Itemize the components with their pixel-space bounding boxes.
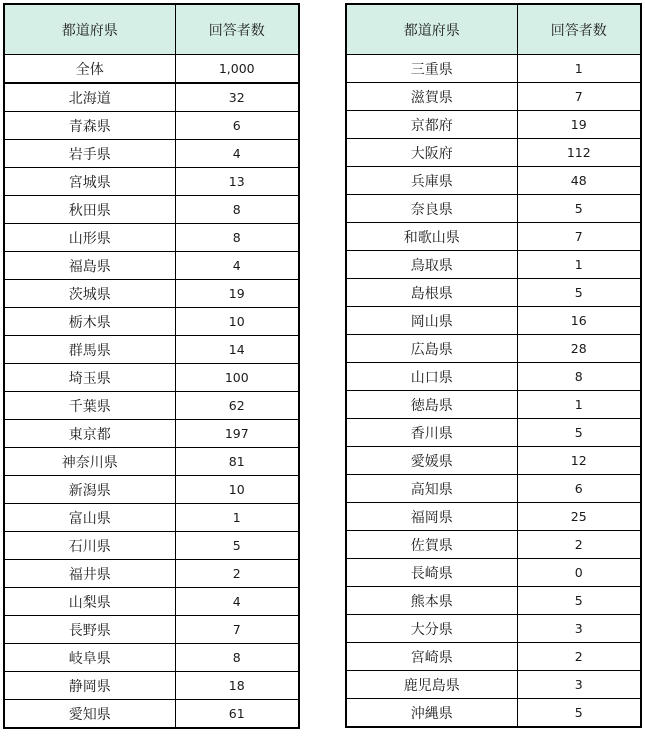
prefecture-cell: 長崎県: [346, 559, 517, 587]
prefecture-cell: 広島県: [346, 335, 517, 363]
prefecture-cell: 福岡県: [346, 503, 517, 531]
table-row: [346, 671, 641, 699]
respondents-cell: 5: [517, 587, 641, 615]
respondents-cell: 1: [517, 391, 641, 419]
respondents-cell: 1,000: [175, 55, 299, 84]
table-row-total: [4, 55, 299, 84]
table-row: [346, 139, 641, 167]
respondents-table-right: [345, 3, 642, 728]
table-row: [346, 251, 641, 279]
table-row: [346, 83, 641, 111]
prefecture-cell: 兵庫県: [346, 167, 517, 195]
respondents-cell: 1: [517, 55, 641, 83]
prefecture-cell: 北海道: [4, 83, 175, 112]
prefecture-cell: 茨城県: [4, 280, 175, 308]
prefecture-cell: 新潟県: [4, 476, 175, 504]
prefecture-cell: 長野県: [4, 616, 175, 644]
table-row: [346, 447, 641, 475]
prefecture-cell: 愛媛県: [346, 447, 517, 475]
table-row: [4, 448, 299, 476]
respondents-cell: 2: [517, 643, 641, 671]
table-row: [346, 307, 641, 335]
respondents-cell: 10: [175, 308, 299, 336]
respondents-cell: 19: [175, 280, 299, 308]
respondents-cell: 8: [517, 363, 641, 391]
table-row: [4, 392, 299, 420]
table-row: [4, 252, 299, 280]
prefecture-cell: 神奈川県: [4, 448, 175, 476]
table-row: [4, 672, 299, 700]
prefecture-cell: 山梨県: [4, 588, 175, 616]
table-row: [4, 504, 299, 532]
table-row: [4, 420, 299, 448]
respondents-cell: 25: [517, 503, 641, 531]
prefecture-cell: 福井県: [4, 560, 175, 588]
table-row: [4, 700, 299, 729]
table-header-row: [4, 4, 299, 55]
prefecture-cell: 静岡県: [4, 672, 175, 700]
respondents-cell: 12: [517, 447, 641, 475]
table-row: [346, 195, 641, 223]
prefecture-cell: 青森県: [4, 112, 175, 140]
respondents-cell: 14: [175, 336, 299, 364]
respondents-cell: 3: [517, 671, 641, 699]
prefecture-cell: 香川県: [346, 419, 517, 447]
prefecture-cell: 島根県: [346, 279, 517, 307]
respondents-cell: 16: [517, 307, 641, 335]
table-row: [4, 560, 299, 588]
respondents-cell: 62: [175, 392, 299, 420]
prefecture-cell: 高知県: [346, 475, 517, 503]
table-row: [4, 168, 299, 196]
table-row: [346, 503, 641, 531]
prefecture-cell: 岩手県: [4, 140, 175, 168]
table-row: [346, 587, 641, 615]
table-row: [346, 223, 641, 251]
header-prefecture: 都道府県: [346, 4, 517, 55]
respondents-cell: 8: [175, 644, 299, 672]
table-row: [4, 224, 299, 252]
respondents-cell: 6: [517, 475, 641, 503]
respondents-cell: 32: [175, 83, 299, 112]
table-row: [4, 336, 299, 364]
prefecture-cell: 奈良県: [346, 195, 517, 223]
prefecture-cell: 全体: [4, 55, 175, 84]
table-header-row: [346, 4, 641, 55]
table-row: [4, 644, 299, 672]
prefecture-cell: 栃木県: [4, 308, 175, 336]
table-row: [4, 588, 299, 616]
respondents-cell: 1: [517, 251, 641, 279]
prefecture-cell: 宮城県: [4, 168, 175, 196]
table-row: [346, 419, 641, 447]
respondents-cell: 112: [517, 139, 641, 167]
table-row: [346, 475, 641, 503]
table-row: [346, 699, 641, 728]
header-prefecture: 都道府県: [4, 4, 175, 55]
respondents-cell: 28: [517, 335, 641, 363]
prefecture-cell: 石川県: [4, 532, 175, 560]
respondents-cell: 8: [175, 224, 299, 252]
respondents-cell: 7: [517, 223, 641, 251]
prefecture-cell: 大分県: [346, 615, 517, 643]
table-row: [4, 616, 299, 644]
prefecture-cell: 千葉県: [4, 392, 175, 420]
table-row: [346, 167, 641, 195]
table-row: [346, 643, 641, 671]
prefecture-cell: 岡山県: [346, 307, 517, 335]
prefecture-cell: 山形県: [4, 224, 175, 252]
table-row: [4, 364, 299, 392]
respondents-cell: 1: [175, 504, 299, 532]
table-row: [346, 615, 641, 643]
respondents-cell: 7: [175, 616, 299, 644]
respondents-table-left: [3, 3, 300, 729]
table-row: [346, 279, 641, 307]
respondents-cell: 3: [517, 615, 641, 643]
table-row: [4, 308, 299, 336]
respondents-cell: 5: [517, 419, 641, 447]
respondents-cell: 100: [175, 364, 299, 392]
prefecture-cell: 福島県: [4, 252, 175, 280]
respondents-cell: 19: [517, 111, 641, 139]
respondents-cell: 61: [175, 700, 299, 729]
prefecture-cell: 鳥取県: [346, 251, 517, 279]
prefecture-cell: 東京都: [4, 420, 175, 448]
respondents-cell: 2: [175, 560, 299, 588]
respondents-cell: 5: [175, 532, 299, 560]
respondents-cell: 197: [175, 420, 299, 448]
prefecture-cell: 佐賀県: [346, 531, 517, 559]
header-respondents: 回答者数: [175, 4, 299, 55]
prefecture-cell: 山口県: [346, 363, 517, 391]
table-row: [4, 140, 299, 168]
prefecture-cell: 和歌山県: [346, 223, 517, 251]
table-row: [4, 112, 299, 140]
table-row: [4, 83, 299, 112]
table-row: [4, 532, 299, 560]
prefecture-cell: 熊本県: [346, 587, 517, 615]
table-row: [4, 196, 299, 224]
respondents-cell: 2: [517, 531, 641, 559]
table-row: [346, 363, 641, 391]
prefecture-cell: 滋賀県: [346, 83, 517, 111]
respondents-cell: 5: [517, 279, 641, 307]
respondents-cell: 18: [175, 672, 299, 700]
table-row: [4, 280, 299, 308]
prefecture-cell: 秋田県: [4, 196, 175, 224]
respondents-cell: 4: [175, 140, 299, 168]
respondents-cell: 13: [175, 168, 299, 196]
prefecture-cell: 富山県: [4, 504, 175, 532]
respondents-cell: 81: [175, 448, 299, 476]
table-row: [346, 335, 641, 363]
respondents-cell: 4: [175, 588, 299, 616]
respondents-cell: 6: [175, 112, 299, 140]
table-row: [346, 531, 641, 559]
respondents-cell: 8: [175, 196, 299, 224]
prefecture-cell: 埼玉県: [4, 364, 175, 392]
respondents-cell: 48: [517, 167, 641, 195]
prefecture-cell: 京都府: [346, 111, 517, 139]
prefecture-cell: 鹿児島県: [346, 671, 517, 699]
header-respondents: 回答者数: [517, 4, 641, 55]
prefecture-cell: 沖縄県: [346, 699, 517, 728]
table-row: [346, 55, 641, 83]
prefecture-cell: 三重県: [346, 55, 517, 83]
table-row: [4, 476, 299, 504]
respondents-cell: 7: [517, 83, 641, 111]
prefecture-cell: 大阪府: [346, 139, 517, 167]
respondents-cell: 5: [517, 195, 641, 223]
table-row: [346, 391, 641, 419]
respondents-cell: 10: [175, 476, 299, 504]
respondents-cell: 5: [517, 699, 641, 728]
respondents-cell: 4: [175, 252, 299, 280]
table-row: [346, 559, 641, 587]
respondents-cell: 0: [517, 559, 641, 587]
prefecture-cell: 岐阜県: [4, 644, 175, 672]
prefecture-cell: 愛知県: [4, 700, 175, 729]
prefecture-cell: 群馬県: [4, 336, 175, 364]
prefecture-cell: 徳島県: [346, 391, 517, 419]
prefecture-cell: 宮崎県: [346, 643, 517, 671]
table-row: [346, 111, 641, 139]
